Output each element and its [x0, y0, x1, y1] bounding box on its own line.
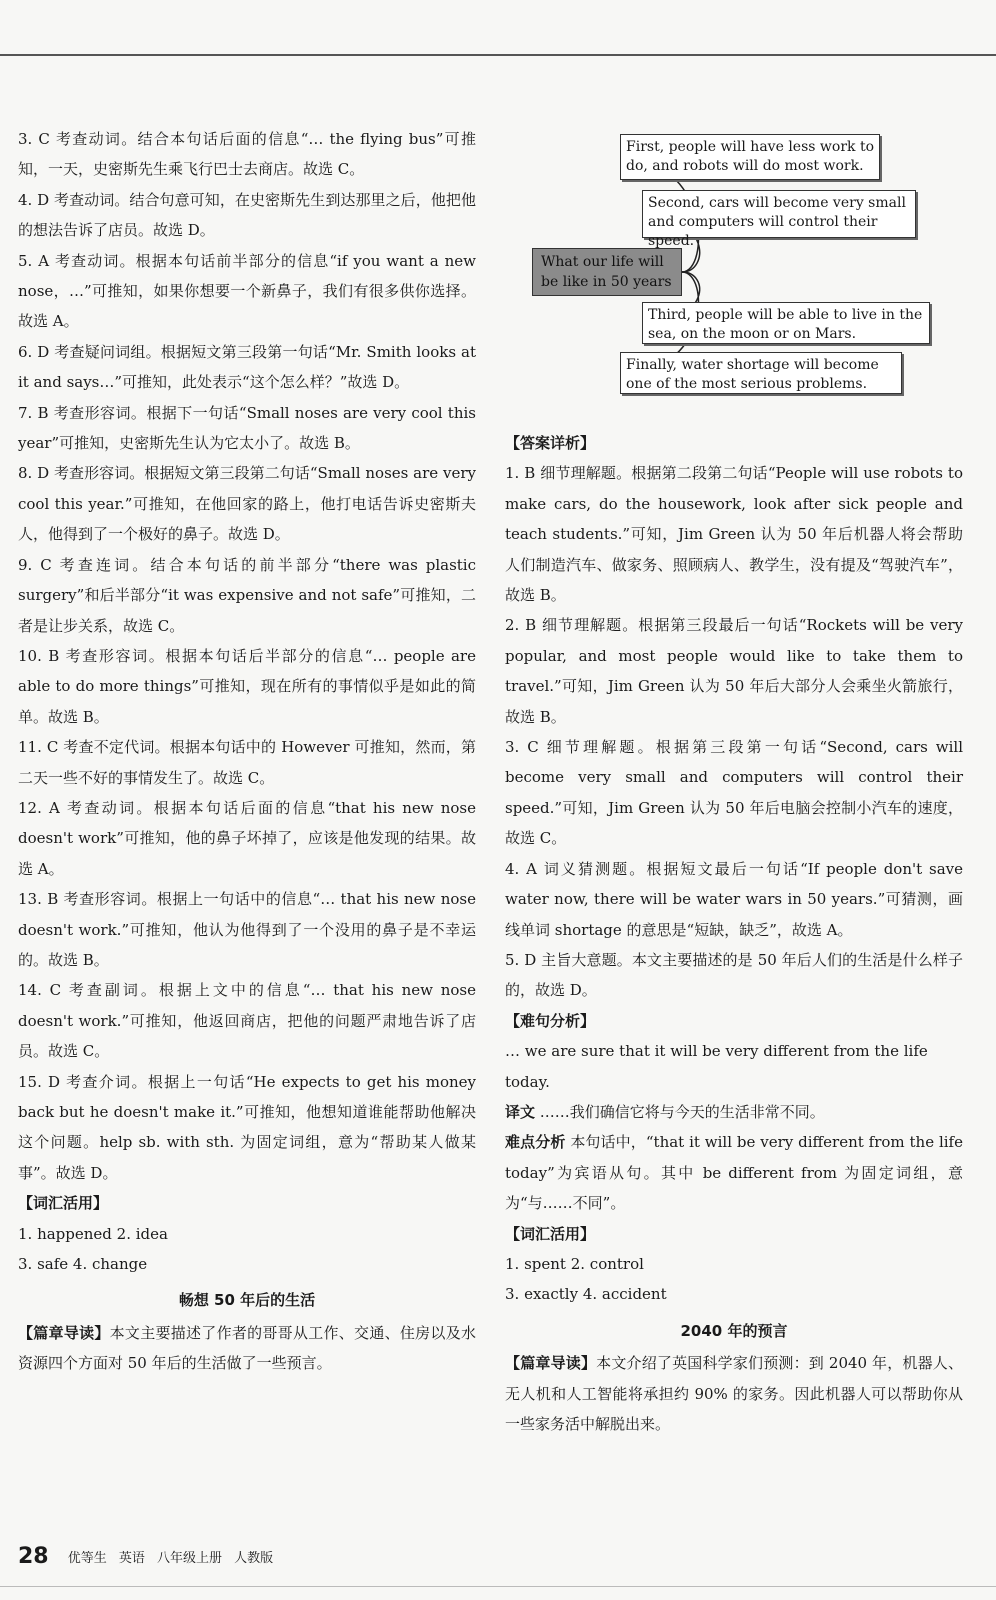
page-number: 28: [18, 1544, 49, 1569]
answer-item: [18, 1067, 476, 1189]
difficult-sentence: … we are sure that it will be very different from the life today.: [505, 1042, 928, 1091]
answer-list-right: [505, 458, 963, 1005]
answer-text: A 词义猜测题。根据短文最后一句话“If people don't save water now, there will be water wars in 50 years.”可猜测，画线单词 shortage 的意思是“短缺，缺乏”，故选 A。: [505, 859, 963, 939]
answer-number: 10.: [18, 646, 42, 665]
answer-item: [18, 458, 476, 549]
analysis-text: 本句话中，“that it will be very different from the life today”为宾语从句。其中 be different from 为固定词组，意为“与……不同”。: [505, 1133, 963, 1213]
top-rule: [0, 54, 996, 56]
answer-text: C 细节理解题。根据第三段第一句话“Second, cars will become very small and computers will control their speed.”可知，Jim Green 认为 50 年后电脑会控制小汽车的速度，故选 C。: [505, 738, 963, 848]
answer-number: 5.: [505, 950, 520, 969]
guide-text: 本文介绍了英国科学家们预测：到 2040 年，机器人、无人机和人工智能将承担约 90% 的家务。因此机器人可以帮助你从一些家务活中解脱出来。: [505, 1354, 963, 1433]
answer-text: D 主旨大意题。本文主要描述的是 50 年后人们的生活是什么样子的，故选 D。: [505, 950, 963, 1000]
answer-item: [505, 458, 963, 610]
answer-text: C 考查连词。结合本句话的前半部分“there was plastic surgery”和后半部分“it was expensive and not safe”可推知，二者是让步关系，故选 C。: [18, 555, 476, 635]
answers-heading: 【答案详析】: [505, 434, 596, 452]
answer-number: 15.: [18, 1072, 42, 1091]
guide-text: 本文主要描述了作者的哥哥从工作、交通、住房以及水资源四个方面对 50 年后的生活做了一些预言。: [18, 1323, 476, 1373]
bottom-rule: [0, 1586, 996, 1587]
answer-text: B 细节理解题。根据第三段最后一句话“Rockets will be very popular, and most people would like to take them to travel.”可知，Jim Green 认为 50 年后大部分人会乘坐火箭旅行，故选 B。: [505, 616, 963, 726]
answer-text: D 考查动词。结合句意可知，在史密斯先生到达那里之后，他把他的想法告诉了店员。故选 D。: [18, 190, 476, 240]
answer-item: [505, 854, 963, 945]
vocab-heading-left: 【词汇活用】: [18, 1194, 109, 1213]
answer-number: 11.: [18, 738, 42, 757]
guide-label: 【篇章导读】: [505, 1354, 597, 1373]
left-column: [18, 124, 476, 1379]
mind-map-branch: Second, cars will become very small and computers will control their speed.: [642, 190, 916, 238]
answer-item: [505, 610, 963, 732]
analysis-label: 难点分析: [505, 1133, 566, 1152]
answer-text: D 考查介词。根据上一句话“He expects to get his money back but he doesn't make it.”可推知，他想知道谁能帮助他解决这个问题。help sb. with sth. 为固定词组，意为“帮助某人做某事”。故选 D。: [18, 1072, 476, 1182]
answer-item: [505, 732, 963, 854]
answer-item: [18, 732, 476, 793]
answer-item: [18, 884, 476, 975]
vocab-line: 3. safe 4. change: [18, 1255, 148, 1274]
answer-item: [18, 246, 476, 337]
answer-item: [18, 398, 476, 459]
answer-number: 2.: [505, 616, 520, 635]
mind-map-branch: Finally, water shortage will become one of the most serious problems.: [620, 352, 902, 394]
mind-map-branch: Third, people will be able to live in the sea, on the moon or on Mars.: [642, 302, 930, 344]
mind-map-branch: First, people will have less work to do, and robots will do most work.: [620, 134, 880, 180]
answer-number: 7.: [18, 403, 33, 422]
page-footer: [18, 1544, 273, 1569]
mind-map-center: What our life will be like in 50 years: [532, 248, 682, 296]
vocab-line: 1. spent 2. control: [505, 1254, 644, 1273]
answer-text: A 考查动词。根据本句话后面的信息“that his new nose doesn't work”可推知，他的鼻子坏掉了，应该是他发现的结果。故选 A。: [18, 798, 476, 878]
answer-number: 3.: [18, 130, 33, 148]
answer-list-left: [18, 124, 476, 1188]
answer-number: 6.: [18, 342, 33, 361]
answer-number: 14.: [18, 981, 42, 1000]
guide-label: 【篇章导读】: [18, 1323, 110, 1342]
answer-item: [18, 975, 476, 1066]
translation-text: ……我们确信它将与今天的生活非常不同。: [539, 1102, 825, 1121]
answer-item: [18, 124, 476, 185]
answer-text: A 考查动词。根据本句话前半部分的信息“if you want a new nose，…”可推知，如果你想要一个新鼻子，我们有很多供你选择。故选 A。: [18, 251, 476, 331]
answer-text: C 考查副词。根据上文中的信息“… that his new nose doesn't work.”可推知，他返回商店，把他的问题严肃地告诉了店员。故选 C。: [18, 981, 476, 1061]
answer-text: B 细节理解题。根据第二段第二句话“People will use robots to make cars, do the housework, look after sick people and teach students.”可知，Jim Green 认为 50 年后机器人将会帮助人们制造汽车、做家务、照顾病人、教学生，没有提及“驾驶汽车”，故选 B。: [505, 464, 963, 605]
answer-number: 9.: [18, 555, 33, 574]
answer-text: B 考查形容词。根据上一句话中的信息“… that his new nose doesn't work.”可推知，他认为他得到了一个没用的鼻子是不幸运的。故选 B。: [18, 890, 476, 969]
answer-number: 8.: [18, 464, 33, 483]
answer-number: 3.: [505, 738, 520, 757]
translation-label: 译文: [505, 1102, 536, 1121]
analysis: [505, 1127, 963, 1218]
answer-text: D 考查疑问词组。根据短文第三段第一句话“Mr. Smith looks at it and says…”可推知，此处表示“这个怎么样？”故选 D。: [18, 342, 476, 392]
answer-item: [18, 793, 476, 884]
answer-item: [505, 945, 963, 1006]
answer-number: 1.: [505, 464, 520, 483]
answer-item: [18, 337, 476, 398]
answer-item: [18, 641, 476, 732]
article-guide: [18, 1318, 476, 1379]
answer-number: 13.: [18, 890, 42, 909]
right-column: [505, 428, 963, 1439]
article-title: 畅想 50 年后的生活: [178, 1291, 316, 1310]
article-title: 2040 年的预言: [680, 1321, 788, 1340]
answer-text: B 考查形容词。根据本句话后半部分的信息“… people are able to do more things”可推知，现在所有的事情似乎是如此的简单。故选 B。: [18, 646, 476, 726]
translation: [505, 1097, 963, 1127]
vocab-heading-right: 【词汇活用】: [505, 1224, 596, 1243]
answer-text: D 考查形容词。根据短文第三段第二句话“Small noses are very cool this year.”可推知，在他回家的路上，他打电话告诉史密斯夫人，他得到了一个极好的鼻子。故选 D。: [18, 464, 476, 544]
answer-text: C 考查不定代词。根据本句话中的 However 可推知，然而，第二天一些不好的事情发生了。故选 C。: [18, 738, 476, 787]
mind-map: [520, 128, 960, 408]
vocab-line: 3. exactly 4. accident: [505, 1285, 667, 1304]
answer-text: B 考查形容词。根据下一句话“Small noses are very cool this year”可推知，史密斯先生认为它太小了。故选 B。: [18, 403, 476, 453]
answer-number: 4.: [18, 190, 33, 209]
answer-number: 4.: [505, 859, 520, 878]
vocab-line: 1. happened 2. idea: [18, 1224, 168, 1243]
footer-text: 优等生 英语 八年级上册 人教版: [67, 1551, 274, 1566]
difficult-heading: 【难句分析】: [505, 1011, 596, 1030]
answer-item: [18, 550, 476, 641]
answer-text: C 考查动词。结合本句话后面的信息“… the flying bus”可推知，一天，史密斯先生乘飞行巴士去商店。故选 C。: [18, 130, 476, 179]
article-guide: [505, 1348, 963, 1439]
answer-item: [18, 185, 476, 246]
answer-number: 5.: [18, 251, 33, 270]
answer-number: 12.: [18, 798, 42, 817]
